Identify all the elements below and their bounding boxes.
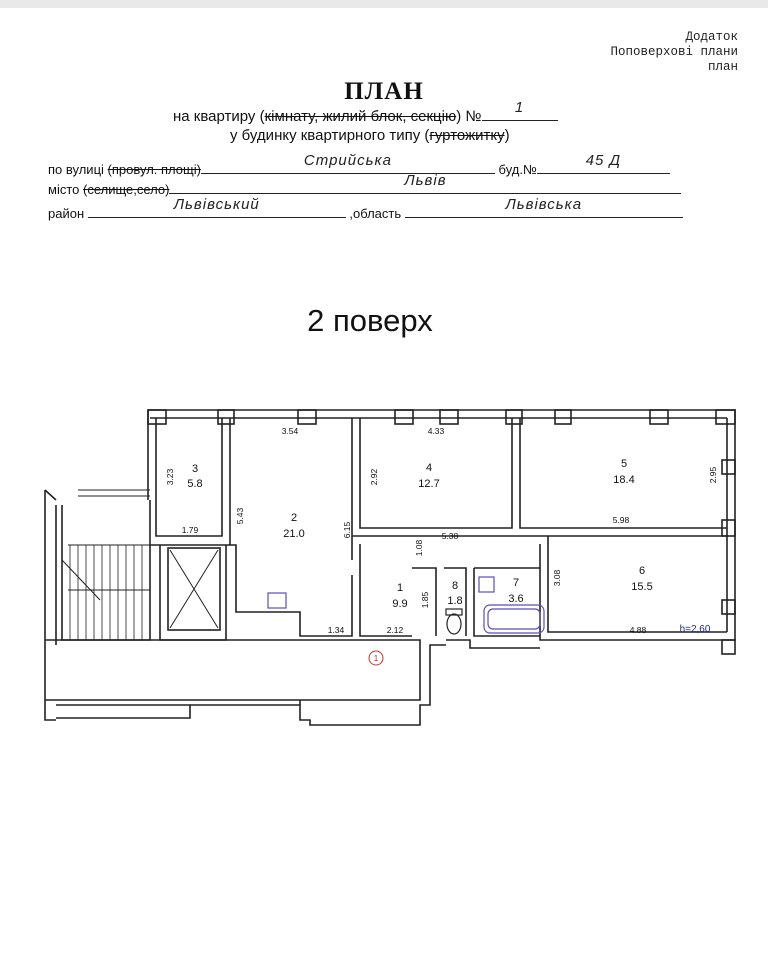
region-value: Львівська	[505, 196, 583, 213]
entrance-marker-label: 1	[373, 653, 379, 663]
document-title: ПЛАН	[344, 78, 424, 105]
dimension-label: 4.88	[629, 625, 647, 635]
building-prefix: у будинку квартирного типу (	[230, 127, 430, 144]
dimension-label: 1.08	[414, 539, 424, 557]
dimension-label: 3.23	[165, 468, 175, 486]
dimension-label: 1.34	[327, 625, 345, 635]
building-suffix: )	[504, 127, 510, 144]
dimension-label: 5.38	[441, 531, 459, 541]
building-struck: гуртожитку	[429, 127, 505, 144]
apartment-number: 1	[514, 99, 525, 116]
street-struck: (провул. площі)	[107, 162, 201, 177]
dimension-label: 2.92	[369, 468, 379, 486]
room-8-area: 1.8	[447, 595, 463, 607]
building-number-label: буд.№	[498, 162, 537, 177]
sink-icon-room-7	[479, 577, 494, 592]
dimension-label: 2.12	[386, 625, 404, 635]
dimension-label: 3.08	[552, 569, 562, 587]
room-5-number: 5	[620, 458, 628, 470]
dimension-label: 1.85	[420, 591, 430, 609]
city-struck: (селище,село)	[83, 182, 170, 197]
building-number-value: 45 Д	[585, 152, 622, 169]
room-7-area: 3.6	[508, 593, 524, 605]
city-label: місто	[48, 182, 80, 197]
dimension-label: 3.54	[281, 426, 299, 436]
appendix-line-2: Поповерхові плани	[610, 45, 738, 59]
room-2-number: 2	[290, 512, 298, 524]
room-4-number: 4	[425, 462, 433, 474]
room-1-area: 9.9	[392, 598, 408, 610]
street-value: Стрийська	[303, 152, 392, 169]
room-1-number: 1	[396, 582, 404, 594]
district-label: район	[48, 206, 85, 221]
appendix-line-3: план	[707, 60, 738, 74]
district-value: Львівський	[173, 196, 260, 213]
apartment-suffix: ) №	[456, 108, 482, 125]
room-6-area: 15.5	[631, 581, 653, 593]
dimension-label: 5.43	[235, 507, 245, 525]
room-7-number: 7	[512, 577, 520, 589]
room-6-number: 6	[638, 565, 646, 577]
room-3-number: 3	[191, 463, 199, 475]
ceiling-height: h=2,60	[679, 624, 711, 635]
room-5-area: 18.4	[613, 474, 635, 486]
sink-icon-room-2	[268, 593, 286, 608]
room-8-number: 8	[451, 580, 459, 592]
street-label: по вулиці	[48, 162, 104, 177]
toilet-icon	[446, 609, 462, 634]
floor-title: 2 поверх	[307, 303, 433, 338]
bathtub-icon	[484, 605, 544, 633]
apartment-struck: кімнату, жилий блок, секцію	[264, 108, 457, 125]
dimension-label: 4.33	[427, 426, 445, 436]
region-label: ,область	[349, 206, 402, 221]
room-3-area: 5.8	[187, 478, 203, 490]
walls	[45, 410, 735, 725]
dimension-label: 6.15	[342, 521, 352, 539]
room-2-area: 21.0	[283, 528, 305, 540]
city-value: Львів	[404, 172, 447, 189]
appendix-line-1: Додаток	[685, 30, 738, 44]
apartment-prefix: на квартиру (	[173, 108, 265, 125]
dimension-label: 5.98	[612, 515, 630, 525]
dimension-label: 1.79	[181, 525, 199, 535]
room-4-area: 12.7	[418, 478, 440, 490]
dimension-label: 2.95	[708, 466, 718, 484]
